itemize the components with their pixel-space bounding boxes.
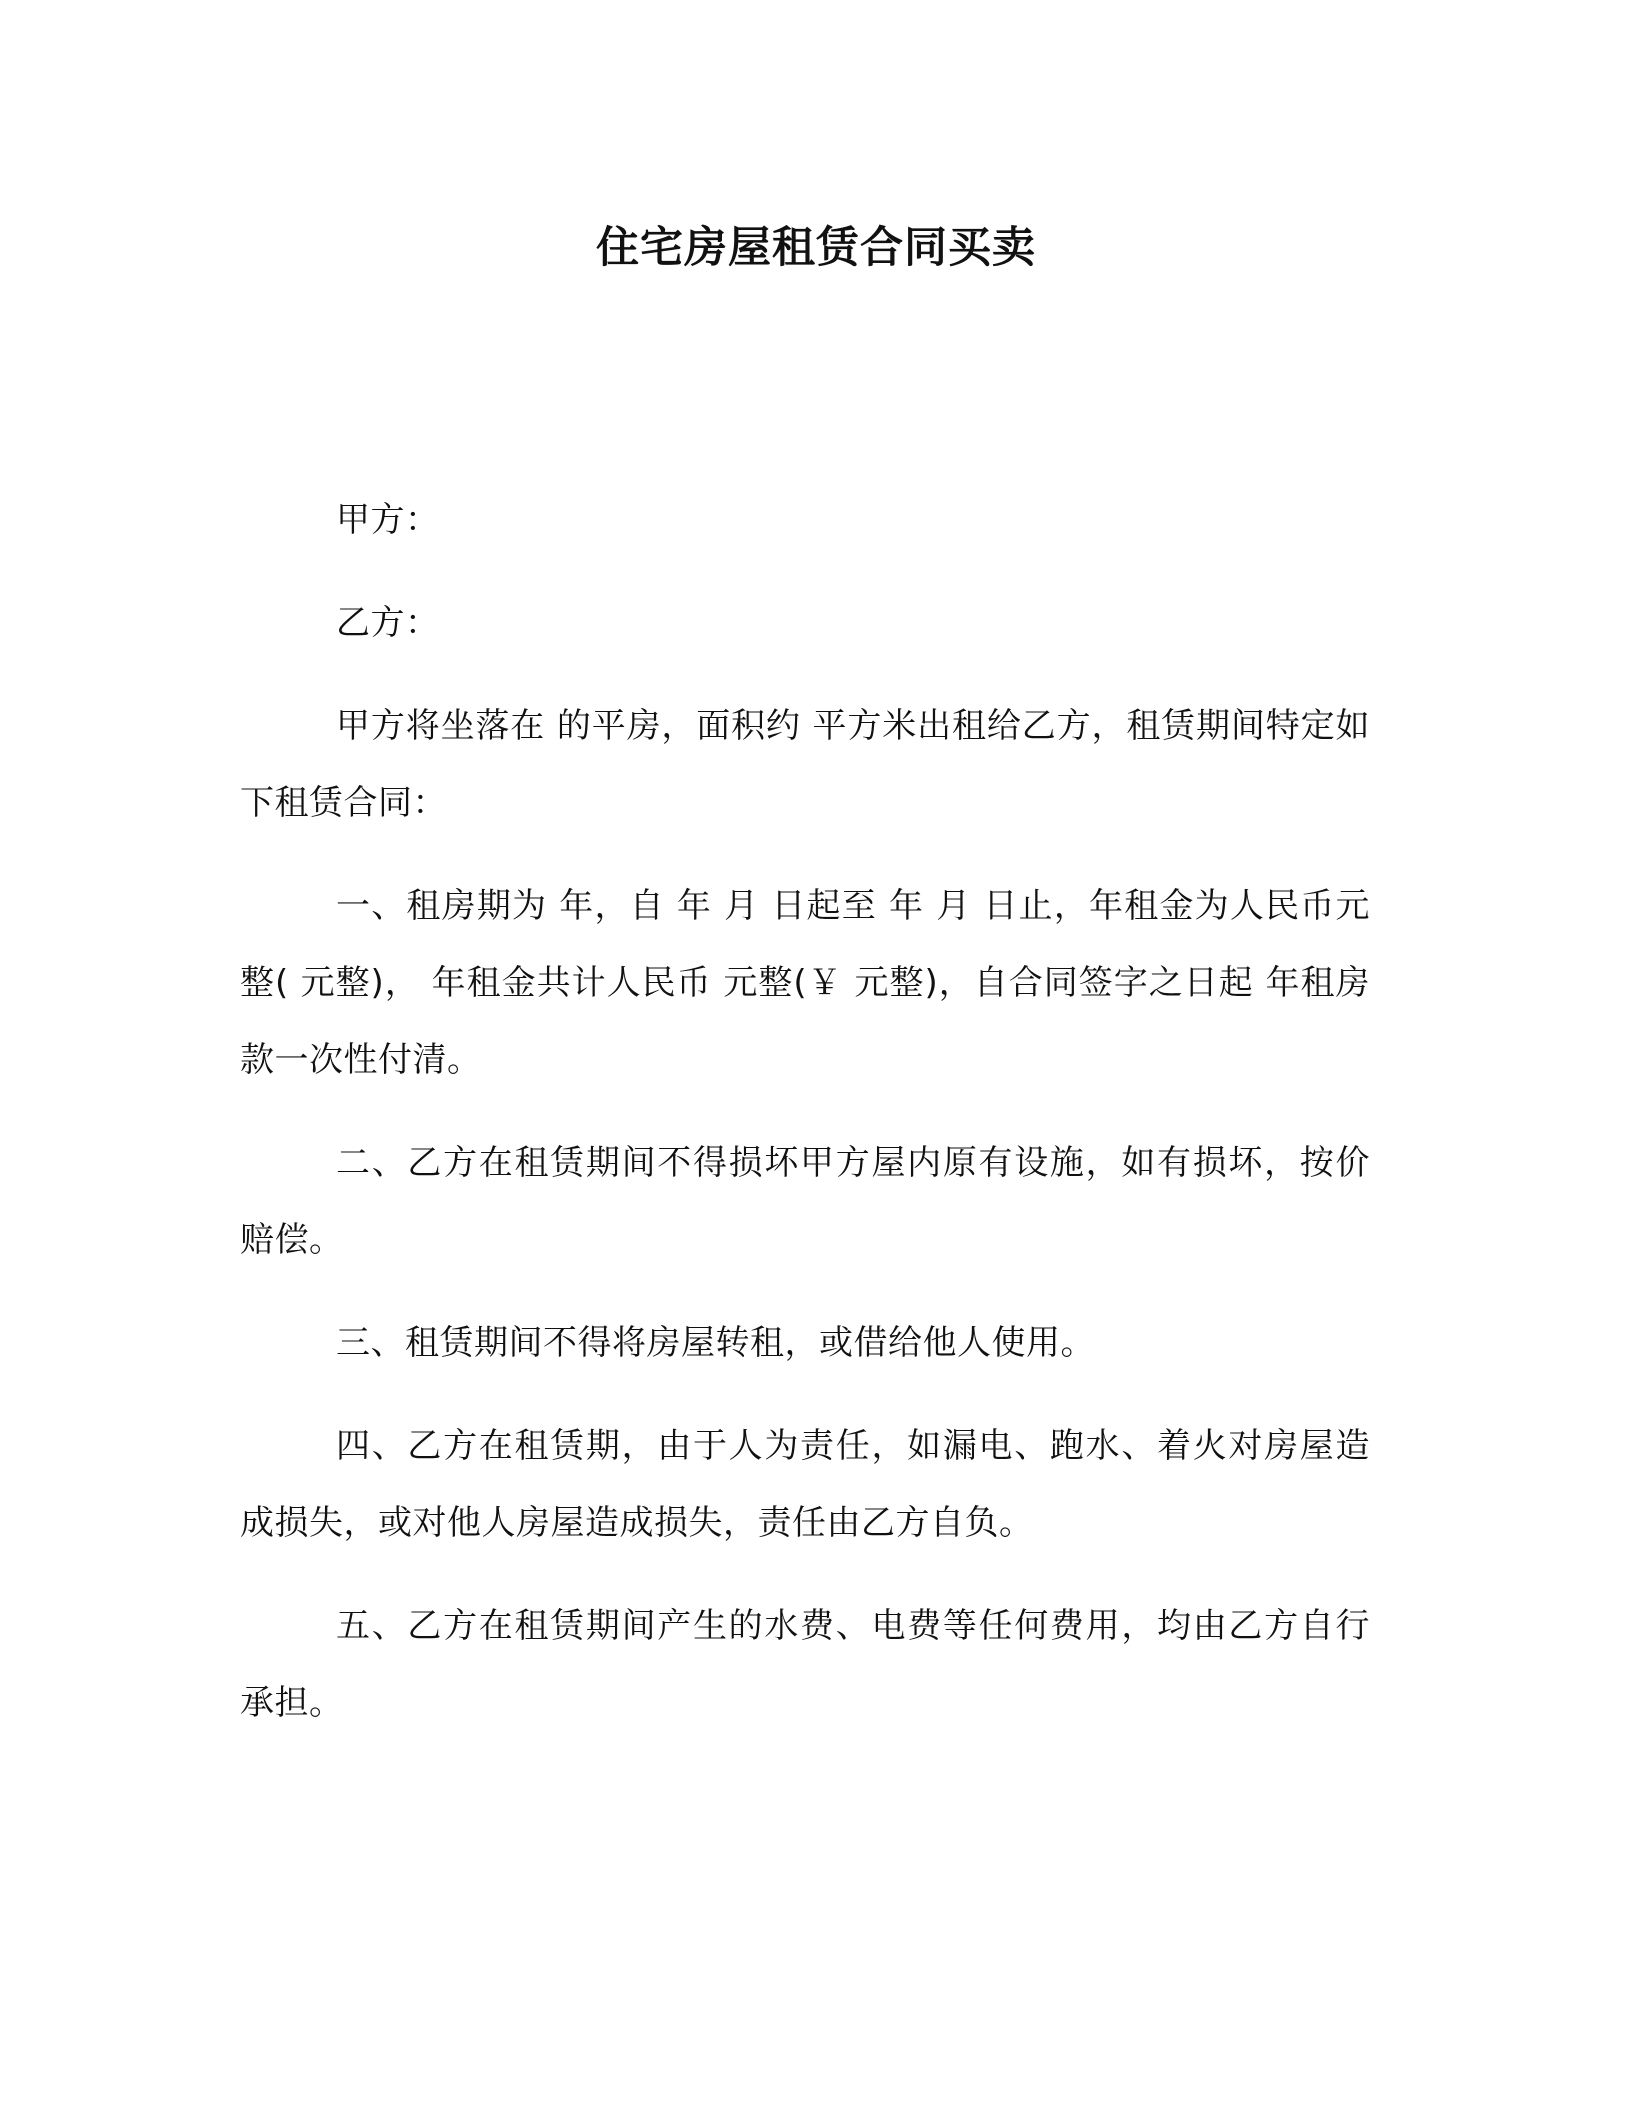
clause-1: 一、租房期为 年，自 年 月 日起至 年 月 日止，年租金为人民币元整( 元整)， 年租金共计人民币 元整(￥ 元整)，自合同签字之日起 年租房款一次性付清。 [240, 886, 1370, 1080]
clause-3: 三、租赁期间不得将房屋转租，或借给他人使用。 [336, 1323, 1095, 1363]
clause-4: 四、乙方在租赁期，由于人为责任，如漏电、跑水、着火对房屋造成损失，或对他人房屋造成损失，责任由乙方自负。 [240, 1426, 1370, 1543]
clause-2: 二、乙方在租赁期间不得损坏甲方屋内原有设施，如有损坏，按价赔偿。 [240, 1143, 1370, 1260]
clause-5: 五、乙方在租赁期间产生的水费、电费等任何费用，均由乙方自行承担。 [240, 1606, 1370, 1723]
document-title: 住宅房屋租赁合同买卖 [596, 223, 1036, 273]
party-b-label: 乙方： [336, 603, 440, 643]
intro-paragraph: 甲方将坐落在 的平房，面积约 平方米出租给乙方，租赁期间特定如下租赁合同： [240, 706, 1370, 823]
party-a-label: 甲方： [336, 500, 440, 540]
